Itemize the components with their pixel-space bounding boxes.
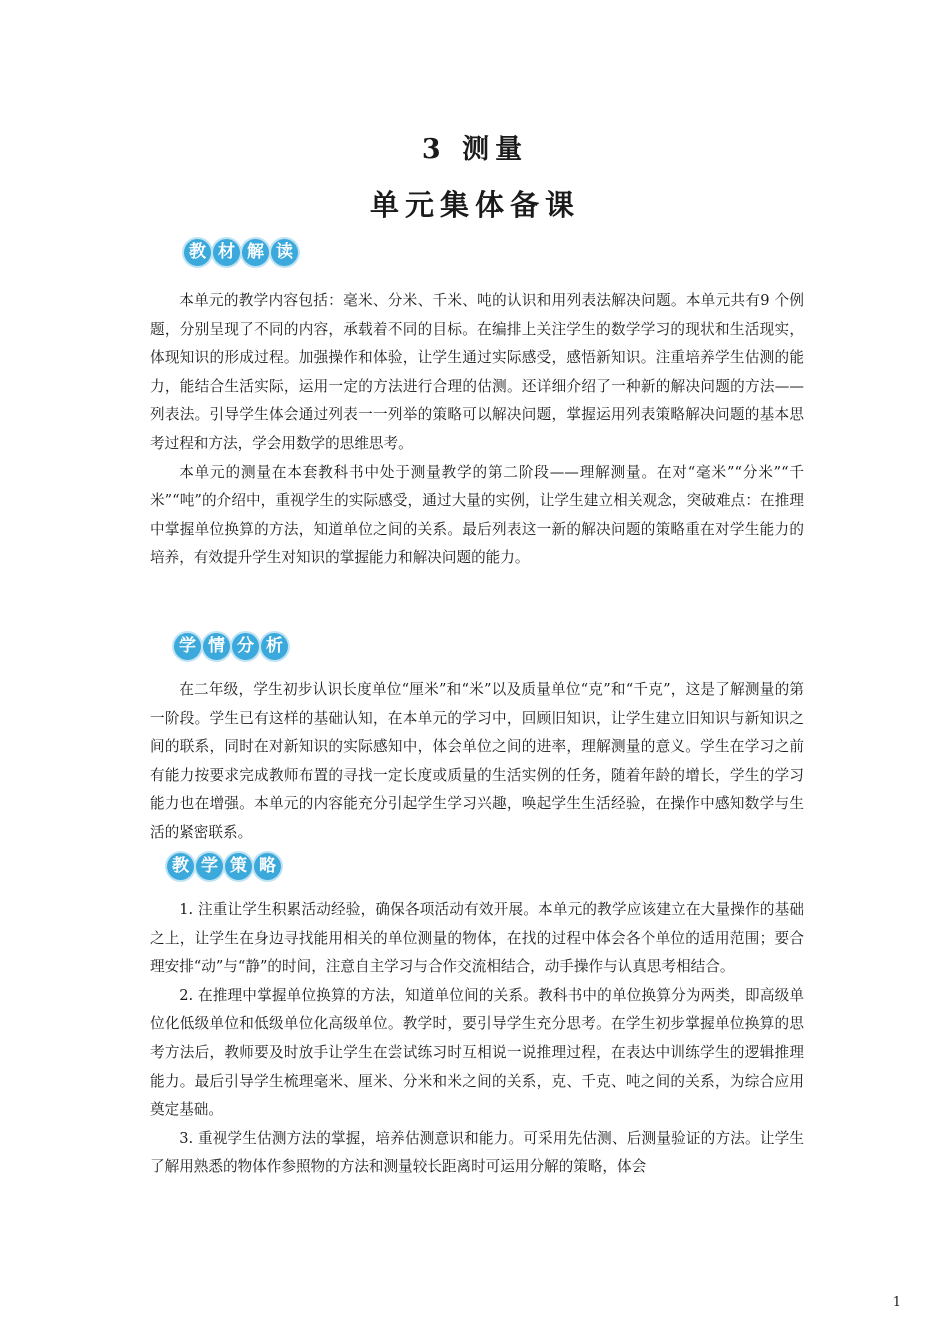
section-body-student-analysis bbox=[150, 676, 804, 848]
badge-char: 略 bbox=[254, 853, 281, 880]
paragraph: 2. 在推理中掌握单位换算的方法，知道单位间的关系。教科书中的单位换算分为两类，即高级单位化低级单位和低级单位化高级单位。教学时，要引导学生充分思考。在学生初步掌握单位换算的思考方法后，教师要及时放手让学生在尝试练习时互相说一说推理过程，在表达中训练学生的逻辑推理能力。最后引导学生梳理毫米、厘米、分米和米之间的关系，克、千克、吨之间的关系，为综合应用奠定基础。 bbox=[150, 986, 804, 1119]
section-badge-teaching-strategy bbox=[167, 853, 281, 880]
paragraph: 1. 注重让学生积累活动经验，确保各项活动有效开展。本单元的教学应该建立在大量操作的基础之上，让学生在身边寻找能用相关的单位测量的物体，在找的过程中体会各个单位的适用范围；要合理安排“动”与“静”的时间，注意自主学习与合作交流相结合，动手操作与认真思考相结合。 bbox=[150, 901, 804, 976]
badge-char: 析 bbox=[261, 633, 288, 660]
badge-char: 教 bbox=[184, 239, 211, 266]
page-title: 3 测量 bbox=[421, 134, 529, 165]
paragraph: 在二年级，学生初步认识长度单位“厘米”和“米”以及质量单位“克”和“千克”，这是了解测量的第一阶段。学生已有这样的基础认知，在本单元的学习中，回顾旧知识，让学生建立旧知识与新知识之间的联系，同时在对新知识的实际感知中，体会单位之间的进率，理解测量的意义。学生在学习之前有能力按要求完成教师布置的寻找一定长度或质量的生活实例的任务，随着年龄的增长，学生的学习能力也在增强。本单元的内容能充分引起学生学习兴趣，唤起学生生活经验，在操作中感知数学与生活的紧密联系。 bbox=[150, 681, 804, 841]
section-badge-textbook-analysis bbox=[184, 239, 298, 266]
badge-char: 读 bbox=[271, 239, 298, 266]
badge-char: 学 bbox=[174, 633, 201, 660]
badge-char: 情 bbox=[203, 633, 230, 660]
badge-char: 材 bbox=[213, 239, 240, 266]
badge-char: 教 bbox=[167, 853, 194, 880]
badge-char: 分 bbox=[232, 633, 259, 660]
section-body-teaching-strategy bbox=[150, 896, 804, 1182]
badge-char: 策 bbox=[225, 853, 252, 880]
section-body-textbook-analysis bbox=[150, 287, 804, 573]
page-subtitle: 单元集体备课 bbox=[369, 188, 580, 222]
page-number: 1 bbox=[892, 1295, 901, 1310]
paragraph: 3. 重视学生估测方法的掌握，培养估测意识和能力。可采用先估测、后测量验证的方法。让学生了解用熟悉的物体作参照物的方法和测量较长距离时可运用分解的策略，体会 bbox=[150, 1129, 804, 1176]
paragraph: 本单元的测量在本套教科书中处于测量教学的第二阶段——理解测量。在对“毫米”“分米”“千米”“吨”的介绍中，重视学生的实际感受，通过大量的实例，让学生建立相关观念，突破难点：在推理中掌握单位换算的方法，知道单位之间的关系。最后列表这一新的解决问题的策略重在对学生能力的培养，有效提升学生对知识的掌握能力和解决问题的能力。 bbox=[150, 463, 804, 567]
paragraph: 本单元的教学内容包括：毫米、分米、千米、吨的认识和用列表法解决问题。本单元共有9 个例题，分别呈现了不同的内容，承载着不同的目标。在编排上关注学生的数学学习的现状和生活现实，体现知识的形成过程。加强操作和体验，让学生通过实际感受，感悟新知识。注重培养学生估测的能力，能结合生活实际，运用一定的方法进行合理的估测。还详细介绍了一种新的解决问题的方法——列表法。引导学生体会通过列表一一列举的策略可以解决问题，掌握运用列表策略解决问题的基本思考过程和方法，学会用数学的思维思考。 bbox=[150, 292, 804, 452]
badge-char: 学 bbox=[196, 853, 223, 880]
section-badge-student-analysis bbox=[174, 633, 288, 660]
badge-char: 解 bbox=[242, 239, 269, 266]
